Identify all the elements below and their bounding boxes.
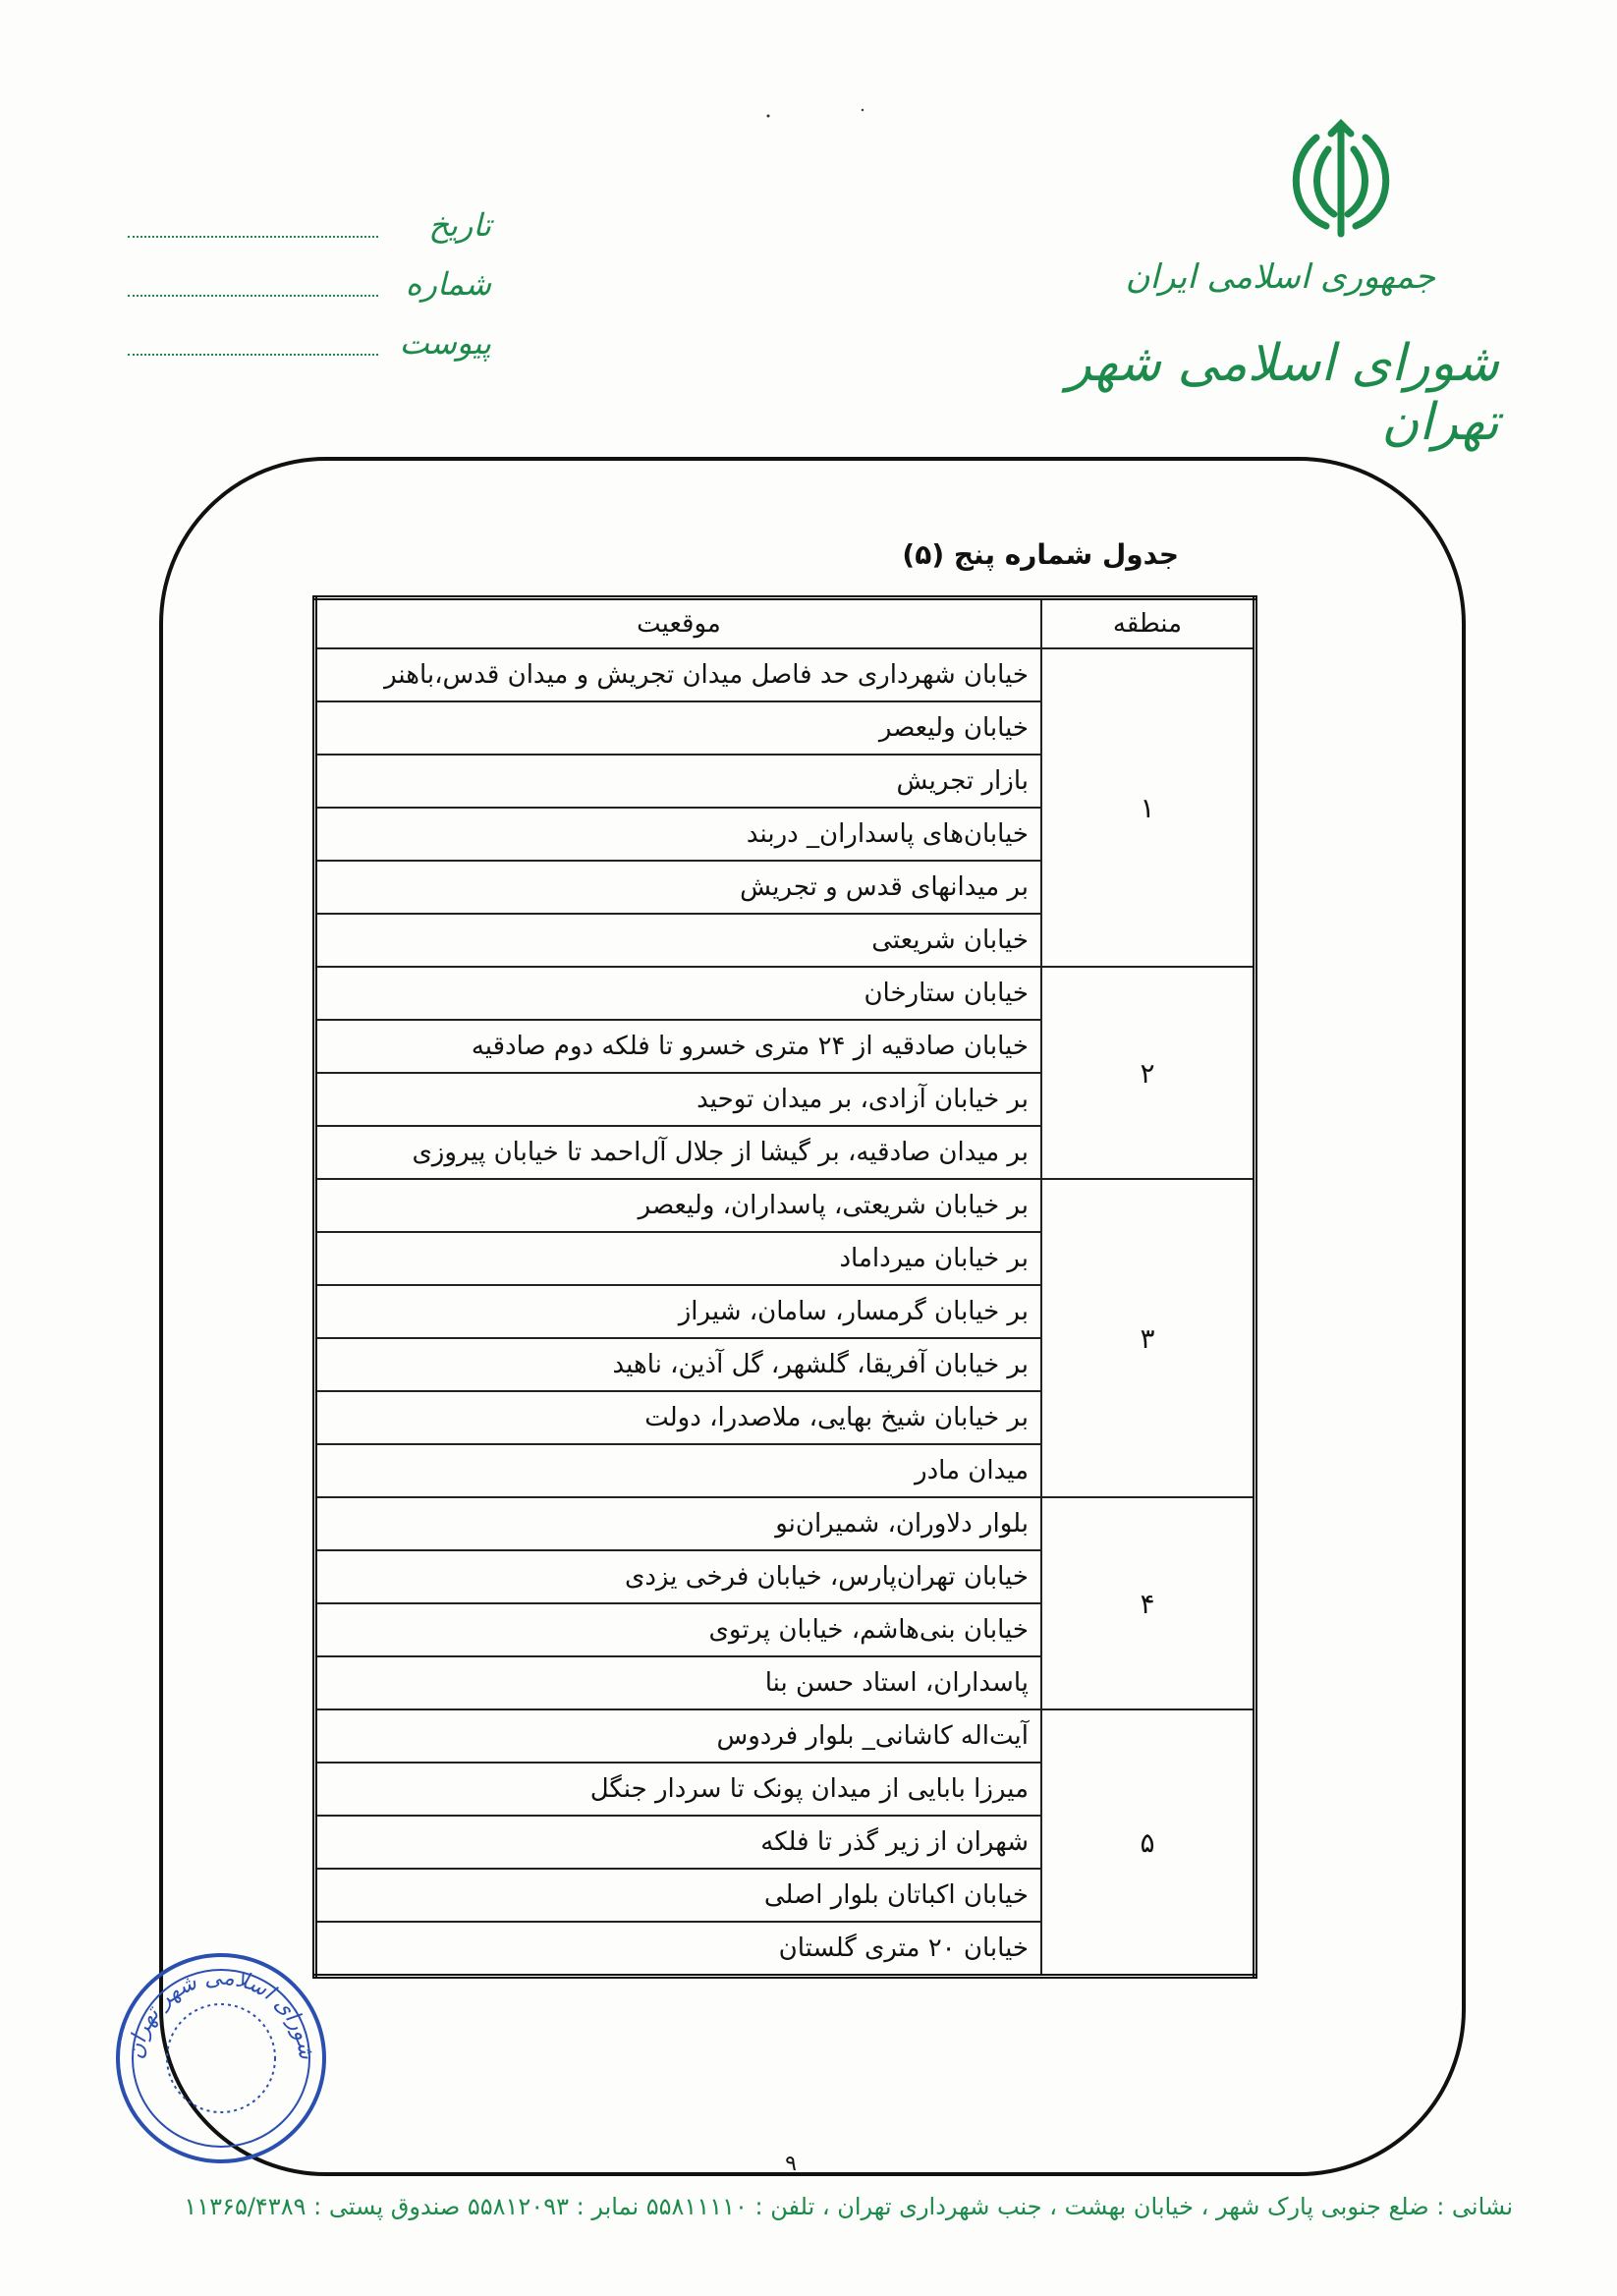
letterhead-council: شورای اسلامی شهر تهران [1066, 334, 1499, 452]
stamp-text: شورای اسلامی شهر تهران [123, 1965, 319, 2061]
location-cell: شهران از زیر گذر تا فلکه [315, 1816, 1042, 1869]
number-label: شماره [405, 265, 491, 303]
location-cell: بر میدان صادقیه، بر گیشا از جلال آل‌احمد تا خیابان پیروزی [315, 1126, 1042, 1179]
scan-marks [766, 108, 884, 128]
table-body [315, 648, 1255, 1977]
table-row [315, 648, 1255, 701]
letterhead-country: جمهوری اسلامی ایران [1125, 257, 1435, 297]
location-cell: خیابان تهران‌پارس، خیابان فرخی یزدی [315, 1550, 1042, 1603]
table-row [315, 1709, 1255, 1763]
location-cell: خیابان صادقیه از ۲۴ متری خسرو تا فلکه دوم صادقیه [315, 1020, 1042, 1073]
location-cell: بر خیابان آفریقا، گلشهر، گل آذین، ناهید [315, 1338, 1042, 1391]
location-cell: میدان مادر [315, 1444, 1042, 1497]
location-cell: خیابان ستارخان [315, 967, 1042, 1020]
location-cell: خیابان شهرداری حد فاصل میدان تجریش و میدان قدس،باهنر [315, 648, 1042, 701]
number-dotted-line [128, 295, 378, 297]
table-row [315, 1179, 1255, 1232]
council-stamp [108, 1945, 334, 2171]
region-cell: ۳ [1041, 1179, 1255, 1497]
location-cell: خیابان اکباتان بلوار اصلی [315, 1869, 1042, 1922]
location-cell: پاسداران، استاد حسن بنا [315, 1656, 1042, 1709]
table-header-row [315, 598, 1255, 649]
location-cell: بازار تجریش [315, 755, 1042, 808]
header-location: موقعیت [315, 598, 1042, 649]
locations-table [312, 595, 1257, 1979]
location-cell: بر خیابان آزادی، بر میدان توحید [315, 1073, 1042, 1126]
location-cell: خیابان بنی‌هاشم، خیابان پرتوی [315, 1603, 1042, 1656]
region-cell: ۲ [1041, 967, 1255, 1179]
date-dotted-line [128, 236, 378, 238]
date-label: تاریخ [428, 206, 491, 244]
location-cell: بر خیابان گرمسار، سامان، شیراز [315, 1285, 1042, 1338]
location-cell: بلوار دلاوران، شمیران‌نو [315, 1497, 1042, 1550]
region-cell: ۴ [1041, 1497, 1255, 1709]
date-row [128, 206, 491, 253]
header-region: منطقه [1041, 598, 1255, 649]
region-cell: ۵ [1041, 1709, 1255, 1977]
location-cell: بر خیابان شیخ بهایی، ملاصدرا، دولت [315, 1391, 1042, 1444]
location-cell: خیابان شریعتی [315, 914, 1042, 967]
table-title: جدول شماره پنج (۵) [902, 538, 1179, 571]
location-cell: خیابان ولیعصر [315, 701, 1042, 755]
table-row [315, 967, 1255, 1020]
iran-emblem-icon [1277, 118, 1405, 246]
location-cell: آیت‌اله کاشانی_ بلوار فردوس [315, 1709, 1042, 1763]
location-cell: خیابان‌های پاسداران_ دربند [315, 808, 1042, 861]
attachment-dotted-line [128, 354, 378, 356]
location-cell: میرزا بابایی از میدان پونک تا سردار جنگل [315, 1763, 1042, 1816]
table-row [315, 1497, 1255, 1550]
number-row [128, 265, 491, 312]
attachment-row [128, 324, 491, 371]
footer-address: نشانی : ضلع جنوبی پارک شهر ، خیابان بهشت ، جنب شهرداری تهران ، تلفن : ۵۵۸۱۱۱۱۰ نمابر : ۵۵۸۱۲۰۹۳ صندوق پستی : ۱۱۳۶۵/۴۳۸۹ [184, 2193, 1513, 2220]
attachment-label: پیوست [399, 324, 491, 362]
location-cell: بر میدانهای قدس و تجریش [315, 861, 1042, 914]
location-cell: بر خیابان شریعتی، پاسداران، ولیعصر [315, 1179, 1042, 1232]
page-number: ۹ [785, 2152, 797, 2176]
region-cell: ۱ [1041, 648, 1255, 967]
location-cell: خیابان ۲۰ متری گلستان [315, 1922, 1042, 1977]
location-cell: بر خیابان میرداماد [315, 1232, 1042, 1285]
